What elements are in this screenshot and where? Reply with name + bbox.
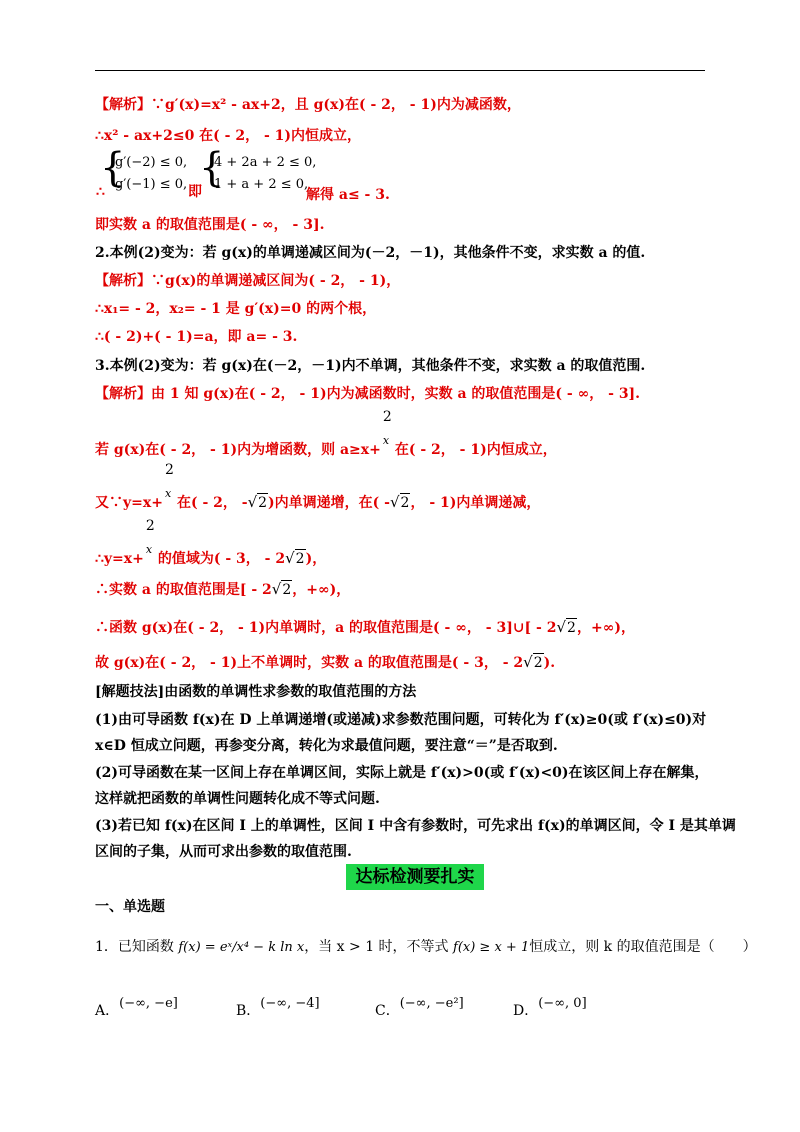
method-p1-l1: (1)由可导函数 f(x)在 D 上单调递增(或递减)求参数范围问题，可转化为 f′(x)≥0(或 f′(x)≤0)对 — [95, 712, 707, 728]
option-b-value: (−∞, −4] — [260, 996, 320, 1011]
sqrt-radicand: 2 — [567, 620, 576, 636]
q2-analysis-line2: ∴x₁= - 2，x₂= - 1 是 g′(x)=0 的两个根， — [95, 301, 377, 317]
sys1-row2: g′(−1) ≤ 0, — [115, 177, 188, 192]
method-p3-l2: 区间的子集，从而可求出参数的取值范围. — [95, 844, 352, 860]
sys2-row1: 4 + 2a + 2 ≤ 0, — [214, 155, 317, 170]
q3-a6-post: ，+∞)， — [576, 620, 635, 636]
q3-a4-post: )， — [305, 551, 327, 567]
method-p3-l1: (3)若已知 f(x)在区间 I 上的单调性，区间 I 中含有参数时，可先求出 f(x)的单调区间，令 I 是其单调 — [95, 818, 736, 834]
q3-a3-post: ， - 1)内单调递减， — [410, 495, 541, 511]
q3-a4-mid: 的值域为( - 3， - 2 — [157, 551, 286, 567]
sqrt-radicand: 2 — [400, 495, 410, 511]
analysis1-text1: g′(x)=x² - ax+2，且 g(x)在( - 2， - 1)内为减函数， — [165, 97, 521, 113]
q3-a7-post: ). — [543, 655, 556, 671]
sqrt-2 — [285, 549, 305, 567]
q1-mid: ，当 x > 1 时，不等式 — [304, 939, 449, 955]
q3-analysis-line1 — [95, 385, 640, 403]
option-a[interactable] — [95, 996, 178, 1020]
fraction-2-over-x — [381, 409, 395, 454]
sqrt-sign: √ — [285, 549, 295, 567]
option-d-label: D． — [513, 1003, 539, 1019]
header-rule — [95, 70, 705, 71]
q3-analysis-line3 — [95, 462, 541, 512]
q3-a6-pre: ∴函数 g(x)在( - 2， - 1)内单调时，a 的取值范围是( - ∞， - 3]∪[ - 2 — [95, 620, 557, 636]
q3-a1: 由 1 知 g(x)在( - 2， - 1)内为减函数时，实数 a 的取值范围是( - ∞， - 3]. — [151, 386, 641, 402]
left-brace-2: { — [199, 145, 225, 191]
option-b-label: B． — [236, 1003, 261, 1019]
sqrt-radicand: 2 — [258, 495, 268, 511]
sqrt-radicand: 2 — [295, 551, 305, 567]
q3-a2-pre: 若 g(x)在( - 2， - 1)内为增函数，则 a≥x+ — [95, 442, 381, 458]
sqrt-2 — [390, 493, 410, 511]
therefore-symbol: ∴ — [96, 184, 105, 200]
sqrt-sign: √ — [247, 493, 258, 511]
q1-prefix: 1．已知函数 — [95, 939, 174, 955]
q3-a2-post: 在( - 2， - 1)内恒成立， — [394, 442, 557, 458]
solve-text: 解得 a≤ - 3. — [306, 187, 390, 203]
analysis-tag: 【解析】 — [95, 386, 151, 402]
q3-a7-pre: 故 g(x)在( - 2， - 1)上不单调时，实数 a 的取值范围是( - 3， - 2 — [95, 655, 524, 671]
fraction-2-over-x — [163, 462, 177, 507]
q3-analysis-line7 — [95, 653, 555, 672]
q3-a3-mid2: )内单调递增，在( - — [268, 495, 390, 511]
q3-analysis-line5 — [95, 580, 350, 599]
ji-text: 即 — [188, 184, 202, 200]
option-a-value: (−∞, −e] — [119, 996, 178, 1011]
sqrt-sign: √ — [271, 580, 282, 598]
q3-a5-post: ，+∞)， — [292, 582, 351, 598]
q3-a4-pre: ∴y=x+ — [95, 551, 144, 567]
q3-a5-pre: ∴实数 a 的取值范围是[ - 2 — [95, 582, 272, 598]
section-title: 一、单选题 — [95, 899, 165, 915]
option-c[interactable] — [375, 996, 464, 1020]
q2-analysis-line1 — [95, 272, 400, 290]
frac-den: x — [164, 487, 172, 500]
analysis-tag: 【解析】 — [95, 97, 151, 113]
sqrt-2 — [523, 653, 543, 671]
q3-analysis-line2 — [95, 409, 557, 459]
q1-function: f(x) = eˣ/x⁴ − k ln x — [178, 940, 305, 955]
method-p1-l2: x∈D 恒成立问题，再参变分离，转化为求最值问题，要注意“＝”是否取到. — [95, 738, 558, 754]
option-b[interactable] — [236, 996, 320, 1020]
option-d-value: (−∞, 0] — [538, 996, 587, 1011]
left-brace-1: { — [100, 145, 126, 191]
sqrt-radicand: 2 — [533, 655, 543, 671]
analysis-tag: 【解析】 — [95, 273, 151, 289]
sqrt-2 — [556, 618, 576, 636]
q3-analysis-line4 — [95, 518, 327, 568]
sqrt-2 — [272, 580, 292, 598]
analysis1-line2: ∴x² - ax+2≤0 在( - 2， - 1)内恒成立， — [95, 128, 362, 144]
method-p2-l1: (2)可导函数在某一区间上存在单调区间，实际上就是 f′(x)>0(或 f′(x)<0)在该区间上存在解集， — [95, 765, 709, 781]
sqrt-sign: √ — [523, 653, 533, 671]
analysis1-conclusion: 即实数 a 的取值范围是( - ∞， - 3]. — [95, 217, 325, 233]
sys2-row2: 1 + a + 2 ≤ 0, — [214, 177, 309, 192]
q2-title: 2.本例(2)变为：若 g(x)的单调递减区间为(－2，－1)，其他条件不变，求实数 a 的值. — [95, 245, 646, 261]
sys1-row1: g′(−2) ≤ 0, — [115, 155, 188, 170]
q1-inequality: f(x) ≥ x + 1 — [453, 940, 530, 955]
option-c-value: (−∞, −e²] — [399, 996, 464, 1011]
question1-stem — [95, 938, 757, 957]
method-p2-l2: 这样就把函数的单调性问题转化成不等式问题. — [95, 791, 380, 807]
frac-num: 2 — [382, 409, 392, 425]
frac-num: 2 — [145, 518, 155, 534]
sqrt-sign: √ — [389, 493, 400, 511]
option-a-label: A． — [95, 1003, 120, 1019]
q1-suffix: 恒成立，则 k 的取值范围是（ ） — [529, 939, 757, 955]
sqrt-sign: √ — [556, 618, 567, 636]
analysis1-line1 — [95, 96, 521, 114]
frac-num: 2 — [164, 462, 174, 478]
q2-analysis-line3: ∴( - 2)+( - 1)=a，即 a= - 3. — [95, 329, 298, 345]
option-c-label: C． — [375, 1003, 400, 1019]
q3-a3-mid1: 在( - 2， - — [176, 495, 248, 511]
section-banner: 达标检测要扎实 — [346, 864, 484, 890]
q3-title: 3.本例(2)变为：若 g(x)在(－2，－1)内不单调，其他条件不变，求实数 a 的取值范围. — [95, 358, 646, 374]
sqrt-2 — [248, 493, 268, 511]
q3-a3-pre: 又∵y=x+ — [95, 495, 163, 511]
sqrt-radicand: 2 — [282, 582, 292, 598]
q3-analysis-line6 — [95, 618, 635, 637]
q2-a1: ∵g(x)的单调递减区间为( - 2， - 1)， — [151, 273, 401, 289]
method-title: [解题技法]由函数的单调性求参数的取值范围的方法 — [95, 684, 417, 700]
fraction-2-over-x — [144, 518, 158, 563]
option-d[interactable] — [513, 996, 587, 1020]
frac-den: x — [382, 434, 390, 447]
frac-den: x — [145, 543, 153, 556]
because-symbol: ∵ — [151, 97, 165, 113]
